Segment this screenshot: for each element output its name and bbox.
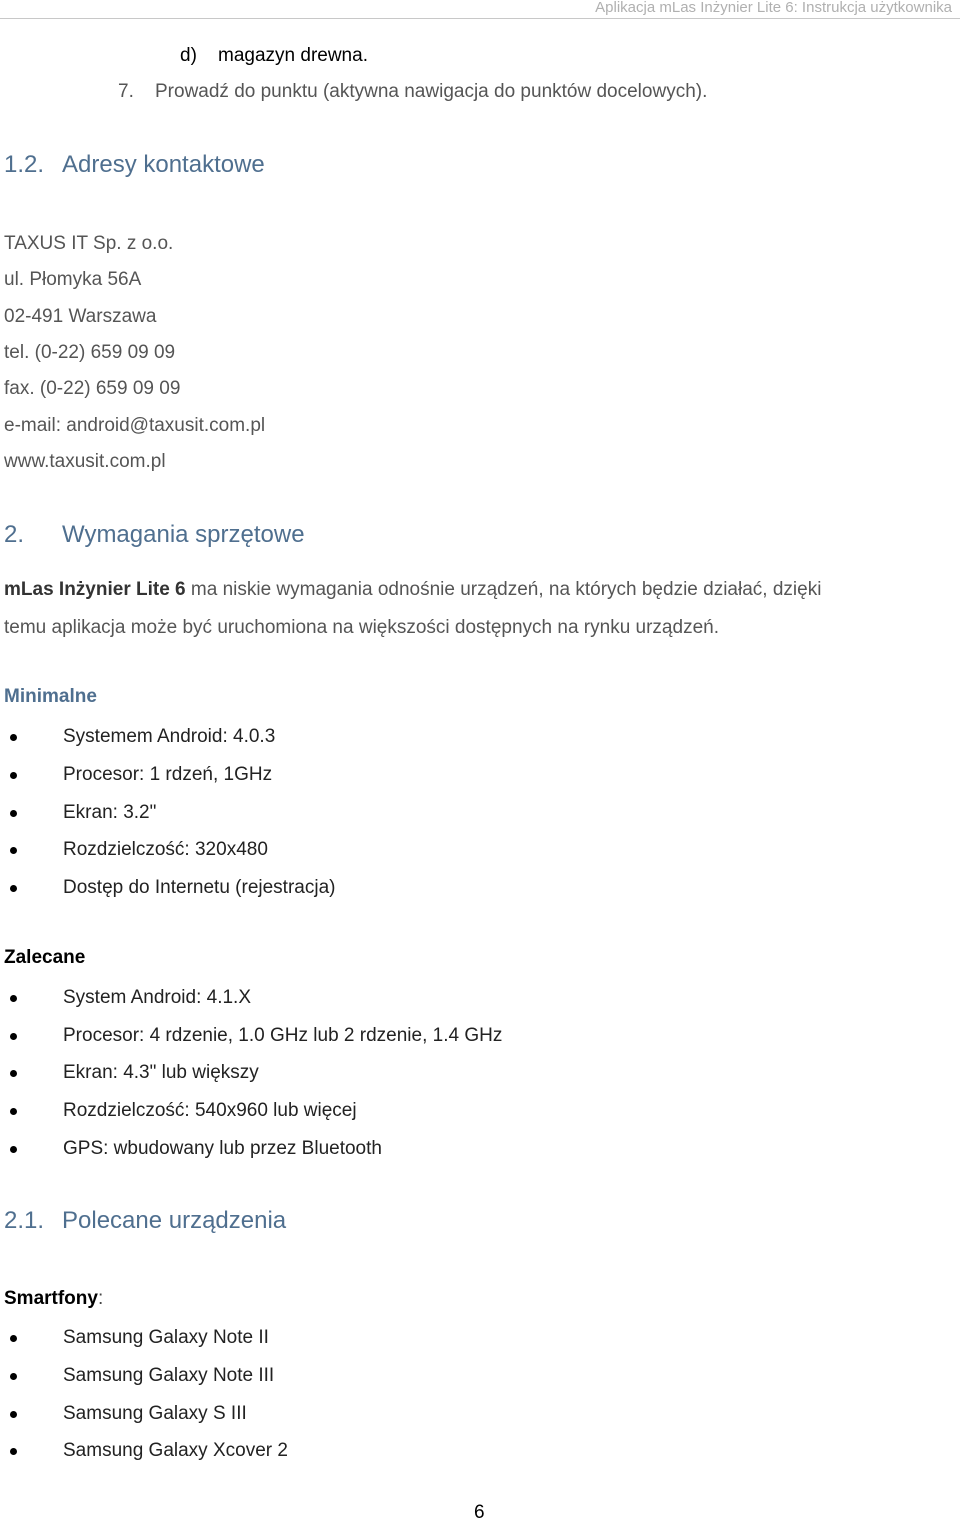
list-item-7-text: Prowadź do punktu (aktywna nawigacja do punktów docelowych). <box>155 81 708 102</box>
section-title: Polecane urządzenia <box>62 1207 287 1234</box>
bullet-icon <box>10 995 17 1002</box>
product-name: mLas Inżynier Lite 6 <box>4 579 186 600</box>
bullet-icon <box>10 1373 17 1380</box>
list-item: Samsung Galaxy Xcover 2 <box>63 1440 288 1461</box>
section-number: 1.2. <box>4 151 45 178</box>
contact-line-company: TAXUS IT Sp. z o.o. <box>4 233 174 254</box>
list-item: System Android: 4.1.X <box>63 987 251 1008</box>
bullet-icon <box>10 772 17 779</box>
bullet-icon <box>10 810 17 817</box>
bullet-icon <box>10 1070 17 1077</box>
running-header: Aplikacja mLas Inżynier Lite 6: Instrukcja użytkownika <box>595 0 952 16</box>
bullet-icon <box>10 1411 17 1418</box>
minimal-requirements-heading: Minimalne <box>4 686 97 707</box>
section-title: Adresy kontaktowe <box>62 151 265 178</box>
section-title: Wymagania sprzętowe <box>62 521 305 548</box>
contact-line-city: 02-491 Warszawa <box>4 306 157 327</box>
contact-line-street: ul. Płomyka 56A <box>4 269 142 290</box>
contact-line-website: www.taxusit.com.pl <box>4 451 166 472</box>
bullet-icon <box>10 1033 17 1040</box>
list-item: Samsung Galaxy Note III <box>63 1365 275 1386</box>
bullet-icon <box>10 1108 17 1115</box>
intro-paragraph-line-2: temu aplikacja może być uruchomiona na większości dostępnych na rynku urządzeń. <box>4 617 719 638</box>
list-item: Procesor: 4 rdzenie, 1.0 GHz lub 2 rdzenie, 1.4 GHz <box>63 1025 503 1046</box>
header-divider <box>0 18 960 19</box>
list-item: Dostęp do Internetu (rejestracja) <box>63 877 336 898</box>
list-item: Systemem Android: 4.0.3 <box>63 726 276 747</box>
list-item: Samsung Galaxy Note II <box>63 1327 269 1348</box>
smartphones-colon: : <box>97 1288 104 1309</box>
page-number: 6 <box>474 1502 485 1523</box>
contact-line-fax: fax. (0-22) 659 09 09 <box>4 378 181 399</box>
contact-line-phone: tel. (0-22) 659 09 09 <box>4 342 176 363</box>
list-item: Rozdzielczość: 540x960 lub więcej <box>63 1100 357 1121</box>
bullet-icon <box>10 734 17 741</box>
bullet-icon <box>10 885 17 892</box>
intro-text-line-1: ma niskie wymagania odnośnie urządzeń, na których będzie działać, dzięki <box>185 579 822 600</box>
smartphones-label: Smartfony <box>4 1288 98 1309</box>
section-heading-contact <box>4 150 265 180</box>
contact-line-email: e-mail: android@taxusit.com.pl <box>4 415 266 436</box>
list-item: GPS: wbudowany lub przez Bluetooth <box>63 1138 382 1159</box>
list-item: Ekran: 3.2" <box>63 802 157 823</box>
section-heading-hardware <box>4 520 305 550</box>
bullet-icon <box>10 1335 17 1342</box>
intro-paragraph-line-1 <box>4 578 821 602</box>
section-heading-recommended-devices <box>4 1206 286 1236</box>
bullet-icon <box>10 1448 17 1455</box>
bullet-icon <box>10 847 17 854</box>
section-number: 2. <box>4 521 25 548</box>
recommended-requirements-heading: Zalecane <box>4 947 86 968</box>
list-item-7-marker: 7. <box>118 81 134 102</box>
list-item: Samsung Galaxy S III <box>63 1403 247 1424</box>
list-item-d-marker: d) <box>180 45 197 66</box>
list-item-d-text: magazyn drewna. <box>218 45 368 66</box>
list-item: Ekran: 4.3" lub większy <box>63 1062 259 1083</box>
smartphones-heading <box>4 1288 103 1310</box>
list-item: Rozdzielczość: 320x480 <box>63 839 268 860</box>
list-item: Procesor: 1 rdzeń, 1GHz <box>63 764 273 785</box>
section-number: 2.1. <box>4 1207 45 1234</box>
bullet-icon <box>10 1146 17 1153</box>
